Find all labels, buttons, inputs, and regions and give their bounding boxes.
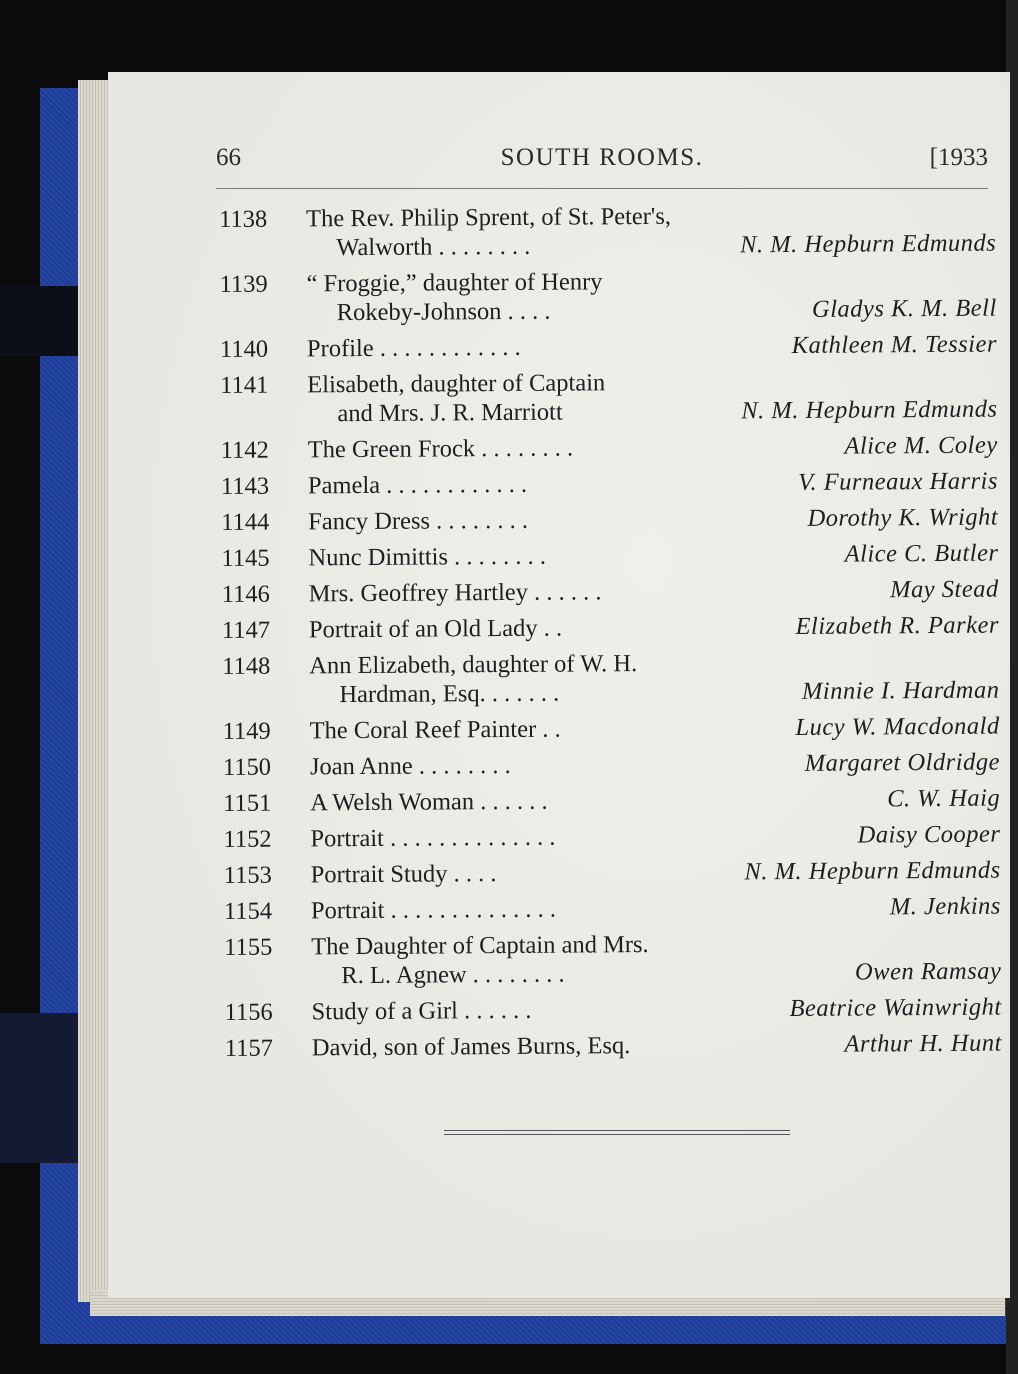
catalogue-entry bbox=[220, 749, 1000, 790]
entry-line bbox=[220, 713, 1000, 754]
entry-title: Portrait . . . . . . . . . . . . . . bbox=[310, 895, 557, 925]
entry-line bbox=[218, 504, 998, 545]
catalogue-entry bbox=[218, 504, 998, 545]
entry-title: Elisabeth, daughter of Captain bbox=[307, 369, 606, 399]
page-header bbox=[216, 140, 988, 180]
entry-artist: Daisy Cooper bbox=[857, 820, 1001, 849]
catalogue-entry bbox=[220, 821, 1000, 862]
catalogue-entry bbox=[221, 857, 1001, 898]
entry-line bbox=[219, 612, 999, 653]
entry-title: The Daughter of Captain and Mrs. bbox=[311, 930, 649, 961]
entry-artist: Arthur H. Hunt bbox=[844, 1029, 1002, 1058]
entry-artist: Owen Ramsay bbox=[854, 957, 1002, 986]
entry-number: 1153 bbox=[223, 861, 272, 889]
catalogue-entry bbox=[217, 331, 997, 372]
catalogue-entry bbox=[220, 785, 1000, 826]
catalogue-entry bbox=[218, 540, 998, 581]
page-number: 66 bbox=[216, 144, 241, 171]
entry-number: 1148 bbox=[222, 652, 271, 680]
entry-artist: C. W. Haig bbox=[887, 784, 1001, 813]
entry-line bbox=[218, 540, 998, 581]
entry-title: A Welsh Woman . . . . . . bbox=[310, 787, 548, 817]
entry-number: 1149 bbox=[222, 717, 271, 745]
catalogue-entry bbox=[217, 367, 997, 437]
entry-title: Pamela . . . . . . . . . . . . bbox=[307, 470, 528, 500]
entry-number: 1144 bbox=[221, 508, 270, 536]
header-rule bbox=[216, 188, 988, 189]
catalogue-entry bbox=[219, 612, 999, 653]
entry-number: 1156 bbox=[224, 998, 273, 1026]
entry-number: 1145 bbox=[221, 544, 270, 572]
entry-number: 1140 bbox=[219, 335, 269, 363]
entry-line-continued bbox=[221, 958, 1001, 999]
entry-title: The Coral Reef Painter . . bbox=[309, 715, 561, 745]
entry-artist: V. Furneaux Harris bbox=[798, 467, 999, 496]
entry-line bbox=[220, 749, 1000, 790]
catalogue-entry bbox=[222, 994, 1002, 1035]
entry-title-continued: Hardman, Esq. . . . . . . bbox=[339, 679, 560, 709]
entry-title: Ann Elizabeth, daughter of W. H. bbox=[309, 650, 638, 680]
entry-artist: N. M. Hepburn Edmunds bbox=[741, 395, 998, 425]
entry-line bbox=[219, 576, 999, 617]
entry-artist: Margaret Oldridge bbox=[804, 748, 1000, 777]
catalogue-entry bbox=[220, 713, 1000, 754]
entry-title: David, son of James Burns, Esq. bbox=[311, 1032, 631, 1062]
entry-line bbox=[222, 1030, 1002, 1071]
entry-title: The Green Frock . . . . . . . . bbox=[307, 434, 574, 464]
catalogue-entry bbox=[216, 201, 996, 271]
entry-artist: M. Jenkins bbox=[889, 892, 1002, 921]
entry-artist: Kathleen M. Tessier bbox=[791, 330, 998, 359]
entry-number: 1152 bbox=[223, 825, 272, 853]
entry-number: 1138 bbox=[218, 205, 268, 233]
entries-list bbox=[216, 201, 1002, 1071]
entry-number: 1150 bbox=[222, 753, 272, 781]
entry-line-continued bbox=[217, 396, 997, 437]
catalogue-entry bbox=[219, 576, 999, 617]
entry-title: Portrait Study . . . . bbox=[310, 860, 497, 889]
entry-artist: Alice C. Butler bbox=[844, 539, 999, 568]
entry-number: 1147 bbox=[221, 616, 271, 644]
entry-number: 1146 bbox=[221, 580, 270, 608]
catalogue-entry bbox=[221, 929, 1001, 999]
entry-title: Joan Anne . . . . . . . . bbox=[309, 751, 511, 781]
catalogue-entry bbox=[216, 266, 996, 336]
entry-artist: Alice M. Coley bbox=[844, 431, 998, 460]
year-marker: [1933 bbox=[929, 144, 988, 171]
entry-line-continued bbox=[217, 295, 997, 336]
entry-line bbox=[220, 785, 1000, 826]
entry-artist: Lucy W. Macdonald bbox=[795, 712, 1000, 741]
entry-number: 1139 bbox=[219, 270, 268, 298]
entry-title: Portrait of an Old Lady . . bbox=[308, 614, 563, 644]
entry-title: Profile . . . . . . . . . . . . bbox=[306, 333, 521, 363]
catalogue-entry bbox=[218, 468, 998, 509]
entry-number: 1155 bbox=[224, 933, 273, 961]
strap-bottom bbox=[0, 1013, 84, 1163]
entry-line bbox=[217, 331, 997, 372]
entry-artist: N. M. Hepburn Edmunds bbox=[744, 856, 1001, 886]
entry-number: 1154 bbox=[223, 897, 273, 925]
entry-artist: Beatrice Wainwright bbox=[789, 993, 1002, 1023]
entry-artist: Elizabeth R. Parker bbox=[795, 611, 1000, 640]
entry-artist: Minnie I. Hardman bbox=[801, 676, 1000, 705]
entry-line bbox=[222, 994, 1002, 1035]
entry-title: Nunc Dimittis . . . . . . . . bbox=[308, 542, 547, 572]
catalogue-entry bbox=[219, 648, 999, 718]
entry-artist: Dorothy K. Wright bbox=[807, 503, 999, 532]
entry-number: 1142 bbox=[220, 436, 269, 464]
entry-number: 1141 bbox=[220, 371, 269, 399]
entry-line bbox=[218, 468, 998, 509]
end-rule bbox=[444, 1130, 790, 1131]
entry-number: 1157 bbox=[224, 1034, 274, 1062]
strap-top bbox=[0, 286, 84, 356]
entry-artist: N. M. Hepburn Edmunds bbox=[740, 229, 997, 259]
entry-title-continued: Walworth . . . . . . . . bbox=[336, 232, 531, 262]
catalogue-entry bbox=[221, 893, 1001, 934]
catalogue-entry bbox=[218, 432, 998, 473]
entry-title-continued: and Mrs. J. R. Marriott bbox=[337, 398, 563, 428]
entry-artist: May Stead bbox=[890, 575, 999, 604]
entry-line-continued bbox=[219, 677, 999, 718]
end-rule-second bbox=[444, 1134, 790, 1135]
entry-title: Fancy Dress . . . . . . . . bbox=[308, 506, 529, 536]
entry-title: “ Froggie,” daughter of Henry bbox=[306, 268, 603, 298]
entry-title: Study of a Girl . . . . . . bbox=[311, 996, 532, 1026]
entry-artist: Gladys K. M. Bell bbox=[811, 294, 997, 323]
entry-title-continued: R. L. Agnew . . . . . . . . bbox=[341, 960, 565, 990]
entry-title: Portrait . . . . . . . . . . . . . . bbox=[310, 823, 556, 853]
entry-title-continued: Rokeby-Johnson . . . . bbox=[336, 297, 551, 327]
section-title: SOUTH ROOMS. bbox=[500, 144, 704, 171]
entry-line bbox=[220, 821, 1000, 862]
entry-line bbox=[218, 432, 998, 473]
entry-number: 1151 bbox=[223, 789, 272, 817]
entry-title: Mrs. Geoffrey Hartley . . . . . . bbox=[308, 578, 602, 608]
entry-number: 1143 bbox=[220, 472, 270, 500]
catalogue-entry bbox=[222, 1030, 1002, 1071]
entry-title: The Rev. Philip Sprent, of St. Peter's, bbox=[305, 202, 672, 233]
entry-line-continued bbox=[216, 230, 996, 271]
entry-line bbox=[221, 857, 1001, 898]
entry-line bbox=[221, 893, 1001, 934]
